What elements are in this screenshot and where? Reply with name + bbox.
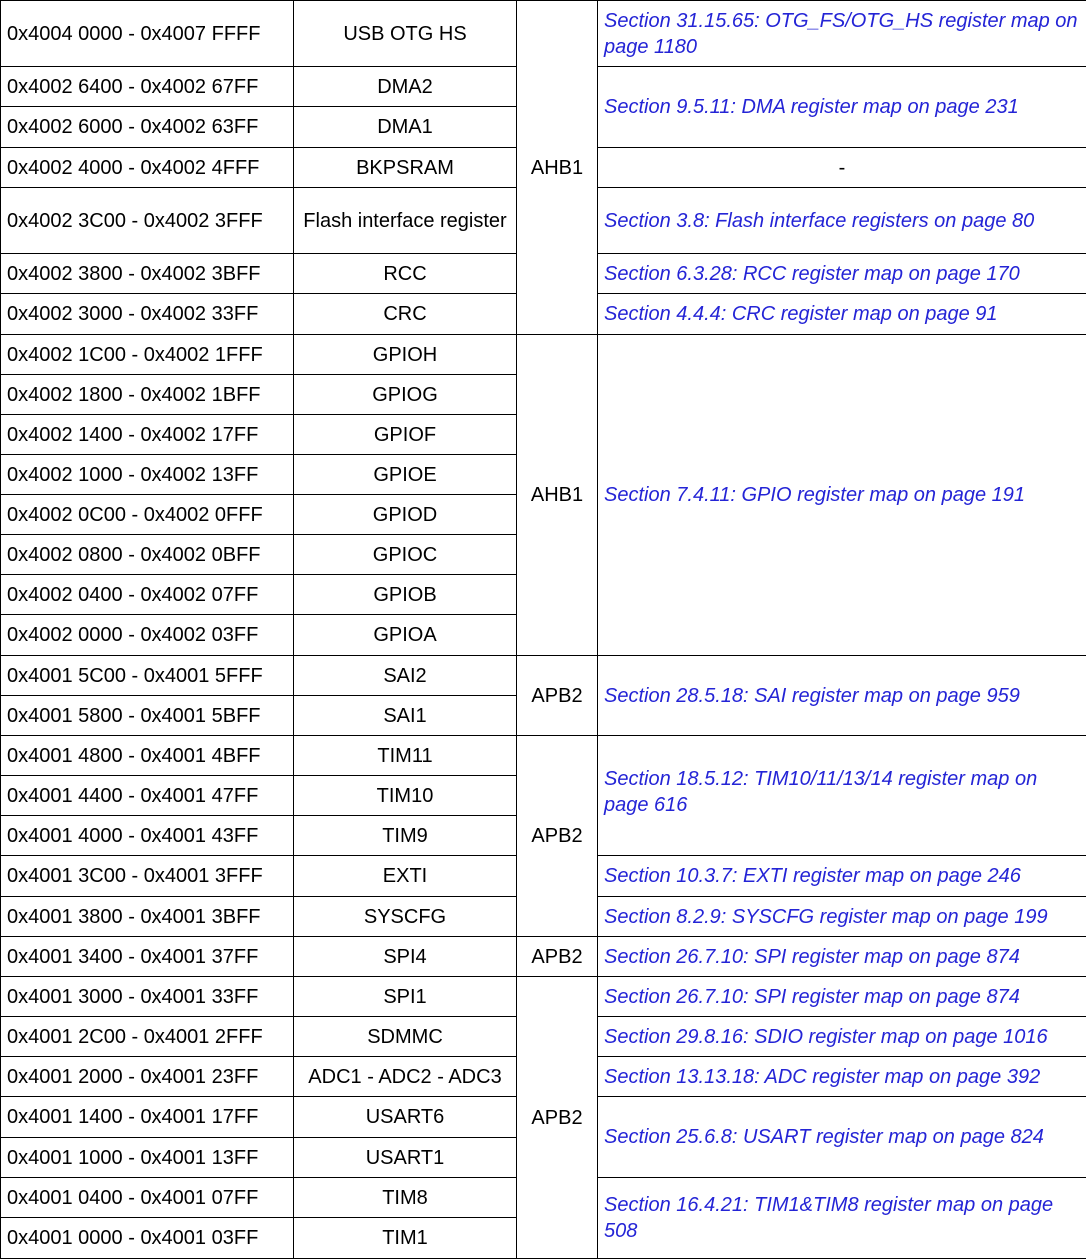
address-range-cell: 0x4002 1800 - 0x4002 1BFF	[1, 375, 294, 415]
register-map-link[interactable]: Section 29.8.16: SDIO register map on page 1016	[604, 1025, 1048, 1048]
register-map-link[interactable]: Section 7.4.11: GPIO register map on page 191	[604, 484, 1025, 506]
peripheral-name-cell: TIM10	[294, 776, 517, 816]
peripheral-name-cell: SYSCFG	[294, 897, 517, 937]
register-map-reference-cell	[598, 254, 1086, 294]
address-range-cell: 0x4001 3400 - 0x4001 37FF	[1, 937, 294, 977]
peripheral-name-cell: ADC1 - ADC2 - ADC3	[294, 1057, 517, 1097]
peripheral-name-cell: RCC	[294, 254, 517, 294]
address-range-cell: 0x4001 5C00 - 0x4001 5FFF	[1, 656, 294, 696]
register-map-link[interactable]: Section 6.3.28: RCC register map on page 170	[604, 262, 1020, 285]
peripheral-name-cell: USART6	[294, 1097, 517, 1138]
bus-cell: APB2	[517, 656, 598, 736]
register-map-link[interactable]: Section 13.13.18: ADC register map on page 392	[604, 1065, 1041, 1088]
register-map-link[interactable]: Section 26.7.10: SPI register map on page 874	[604, 945, 1020, 968]
address-range-cell: 0x4002 4000 - 0x4002 4FFF	[1, 148, 294, 188]
address-range-cell: 0x4001 4800 - 0x4001 4BFF	[1, 736, 294, 776]
register-map-reference-cell	[598, 1097, 1086, 1178]
address-range-cell: 0x4002 0400 - 0x4002 07FF	[1, 575, 294, 615]
register-map-reference-cell	[598, 188, 1086, 254]
register-map-link[interactable]: Section 16.4.21: TIM1&TIM8 register map on page 508	[604, 1194, 1054, 1242]
register-map-link[interactable]: Section 26.7.10: SPI register map on page 874	[604, 985, 1020, 1008]
register-map-reference-cell	[598, 736, 1086, 856]
register-map-link[interactable]: Section 10.3.7: EXTI register map on page 246	[604, 865, 1021, 887]
register-map-link[interactable]: Section 8.2.9: SYSCFG register map on page 199	[604, 905, 1048, 928]
register-map-reference-cell	[598, 856, 1086, 897]
address-range-cell: 0x4002 3000 - 0x4002 33FF	[1, 294, 294, 335]
register-map-reference-cell	[598, 67, 1086, 148]
register-map-link[interactable]: Section 3.8: Flash interface registers on page 80	[604, 209, 1035, 232]
peripheral-name-cell: GPIOB	[294, 575, 517, 615]
address-range-cell: 0x4002 3C00 - 0x4002 3FFF	[1, 188, 294, 254]
address-range-cell: 0x4001 5800 - 0x4001 5BFF	[1, 696, 294, 736]
address-range-cell: 0x4002 1000 - 0x4002 13FF	[1, 455, 294, 495]
address-range-cell: 0x4001 0000 - 0x4001 03FF	[1, 1218, 294, 1259]
address-range-cell: 0x4001 3000 - 0x4001 33FF	[1, 977, 294, 1017]
peripheral-name-cell: Flash interface register	[294, 188, 517, 254]
address-range-cell: 0x4001 0400 - 0x4001 07FF	[1, 1178, 294, 1218]
register-map-link[interactable]: Section 25.6.8: USART register map on page 824	[604, 1126, 1044, 1148]
register-map-link[interactable]: Section 31.15.65: OTG_FS/OTG_HS register map on page 1180	[604, 9, 1078, 58]
register-map-reference-cell	[598, 335, 1086, 656]
peripheral-name-cell: GPIOE	[294, 455, 517, 495]
peripheral-name-cell: SAI1	[294, 696, 517, 736]
address-range-cell: 0x4001 2C00 - 0x4001 2FFF	[1, 1017, 294, 1057]
register-map-link[interactable]: Section 28.5.18: SAI register map on page 959	[604, 684, 1020, 707]
address-range-cell: 0x4001 1000 - 0x4001 13FF	[1, 1138, 294, 1178]
peripheral-name-cell: DMA2	[294, 67, 517, 107]
address-range-cell: 0x4001 2000 - 0x4001 23FF	[1, 1057, 294, 1097]
peripheral-name-cell: TIM11	[294, 736, 517, 776]
register-map-reference-cell	[598, 937, 1086, 977]
bus-cell: AHB1	[517, 335, 598, 656]
address-range-cell: 0x4002 0C00 - 0x4002 0FFF	[1, 495, 294, 535]
peripheral-name-cell: SPI1	[294, 977, 517, 1017]
peripheral-name-cell: GPIOH	[294, 335, 517, 375]
register-map-reference-cell	[598, 1178, 1086, 1259]
address-range-cell: 0x4001 4000 - 0x4001 43FF	[1, 816, 294, 856]
peripheral-name-cell: SAI2	[294, 656, 517, 696]
bus-cell: APB2	[517, 977, 598, 1259]
register-map-reference-cell	[598, 148, 1086, 188]
register-map-reference-cell	[598, 656, 1086, 736]
address-range-cell: 0x4004 0000 - 0x4007 FFFF	[1, 1, 294, 67]
address-range-cell: 0x4002 1400 - 0x4002 17FF	[1, 415, 294, 455]
address-range-cell: 0x4002 1C00 - 0x4002 1FFF	[1, 335, 294, 375]
table-row	[1, 937, 1086, 977]
peripheral-name-cell: GPIOC	[294, 535, 517, 575]
peripheral-name-cell: DMA1	[294, 107, 517, 148]
address-range-cell: 0x4002 6400 - 0x4002 67FF	[1, 67, 294, 107]
register-map-reference-cell	[598, 294, 1086, 335]
register-boundary-table-body	[1, 1, 1086, 1259]
address-range-cell: 0x4002 0000 - 0x4002 03FF	[1, 615, 294, 656]
peripheral-name-cell: CRC	[294, 294, 517, 335]
bus-cell: APB2	[517, 937, 598, 977]
peripheral-name-cell: GPIOA	[294, 615, 517, 656]
peripheral-name-cell: SDMMC	[294, 1017, 517, 1057]
register-map-link[interactable]: Section 9.5.11: DMA register map on page 231	[604, 96, 1019, 118]
register-map-link[interactable]: Section 4.4.4: CRC register map on page 91	[604, 303, 998, 325]
peripheral-name-cell: GPIOG	[294, 375, 517, 415]
address-range-cell: 0x4001 1400 - 0x4001 17FF	[1, 1097, 294, 1138]
peripheral-name-cell: GPIOD	[294, 495, 517, 535]
address-range-cell: 0x4001 3C00 - 0x4001 3FFF	[1, 856, 294, 897]
address-range-cell: 0x4001 4400 - 0x4001 47FF	[1, 776, 294, 816]
register-map-reference-cell	[598, 1, 1086, 67]
address-range-cell: 0x4002 6000 - 0x4002 63FF	[1, 107, 294, 148]
register-map-reference-cell	[598, 1017, 1086, 1057]
table-row	[1, 656, 1086, 696]
register-map-link[interactable]: Section 18.5.12: TIM10/11/13/14 register map on page 616	[604, 768, 1038, 816]
address-range-cell: 0x4002 0800 - 0x4002 0BFF	[1, 535, 294, 575]
register-map-reference-cell	[598, 977, 1086, 1017]
bus-cell: APB2	[517, 736, 598, 937]
peripheral-name-cell: EXTI	[294, 856, 517, 897]
bus-cell: AHB1	[517, 1, 598, 335]
table-row	[1, 977, 1086, 1017]
no-reference-dash: -	[838, 156, 846, 179]
table-row	[1, 335, 1086, 375]
address-range-cell: 0x4002 3800 - 0x4002 3BFF	[1, 254, 294, 294]
peripheral-name-cell: TIM9	[294, 816, 517, 856]
peripheral-name-cell: GPIOF	[294, 415, 517, 455]
peripheral-name-cell: TIM1	[294, 1218, 517, 1259]
table-row	[1, 1, 1086, 67]
peripheral-name-cell: SPI4	[294, 937, 517, 977]
register-map-reference-cell	[598, 897, 1086, 937]
peripheral-name-cell: USB OTG HS	[294, 1, 517, 67]
table-row	[1, 736, 1086, 776]
register-map-reference-cell	[598, 1057, 1086, 1097]
peripheral-name-cell: TIM8	[294, 1178, 517, 1218]
peripheral-name-cell: BKPSRAM	[294, 148, 517, 188]
peripheral-name-cell: USART1	[294, 1138, 517, 1178]
address-range-cell: 0x4001 3800 - 0x4001 3BFF	[1, 897, 294, 937]
